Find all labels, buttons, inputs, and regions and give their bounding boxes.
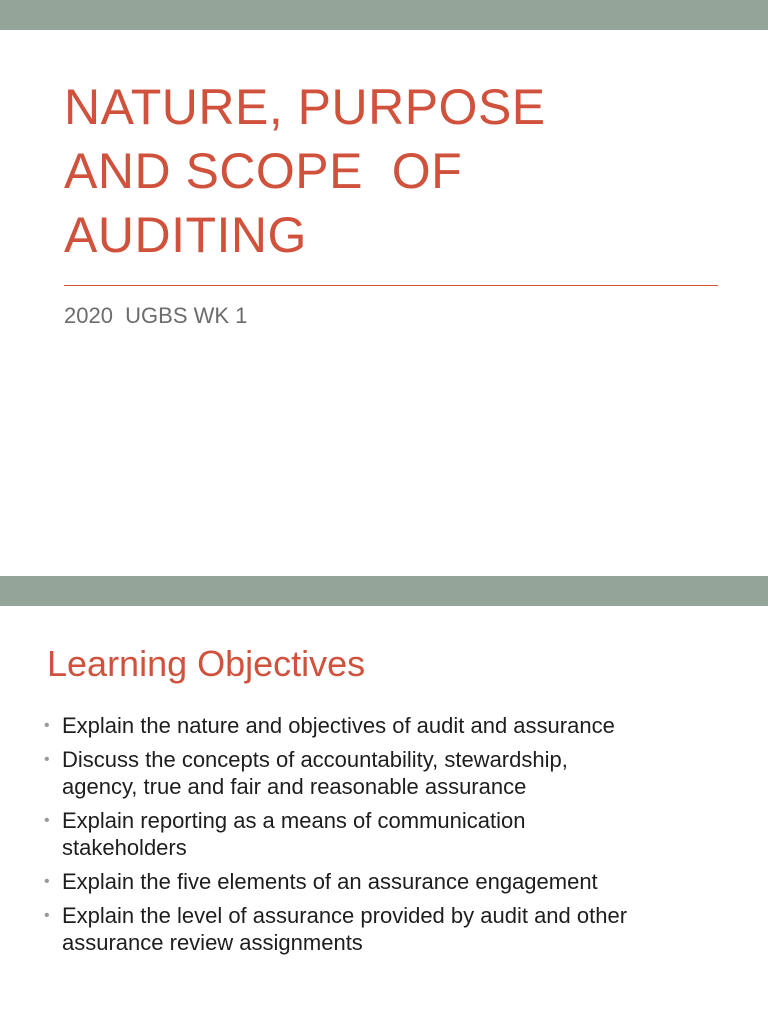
slide-heading: Learning Objectives	[47, 643, 366, 684]
objective-text-line: agency, true and fair and reasonable assurance	[62, 774, 527, 799]
bullet-icon: •	[44, 717, 50, 734]
title-line: AND SCOPE OF	[64, 143, 463, 199]
bullet-icon: •	[44, 812, 50, 829]
objective-text-line: Explain the five elements of an assurance engagement	[62, 869, 598, 894]
slide-header-band	[0, 576, 768, 606]
bullet-icon: •	[44, 873, 50, 890]
objectives-list	[44, 712, 734, 963]
title-divider	[64, 285, 718, 286]
objective-item	[44, 746, 734, 800]
objective-text-line: Explain the nature and objectives of audit and assurance	[62, 713, 615, 738]
objective-text-line: Discuss the concepts of accountability, stewardship,	[62, 747, 568, 772]
slide-title	[64, 75, 724, 267]
objective-text-line: assurance review assignments	[62, 930, 363, 955]
bullet-icon: •	[44, 751, 50, 768]
objective-item	[44, 902, 734, 956]
objective-item	[44, 712, 734, 739]
slide-subtitle: 2020 UGBS WK 1	[64, 303, 248, 328]
slide-header-band	[0, 0, 768, 30]
objective-text-line: stakeholders	[62, 835, 187, 860]
objective-text-line: Explain the level of assurance provided by audit and other	[62, 903, 628, 928]
objective-item	[44, 807, 734, 861]
bullet-icon: •	[44, 907, 50, 924]
title-line: NATURE, PURPOSE	[64, 79, 546, 135]
title-line: AUDITING	[64, 207, 307, 263]
objective-item	[44, 868, 734, 895]
objective-text-line: Explain reporting as a means of communication	[62, 808, 526, 833]
objectives-slide	[0, 576, 768, 1024]
